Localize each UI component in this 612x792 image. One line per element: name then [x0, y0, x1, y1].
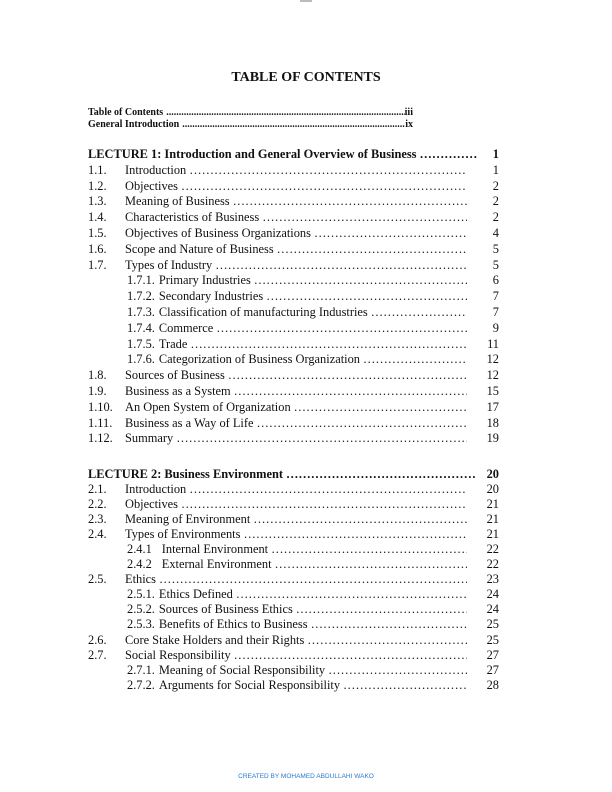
toc-entry[interactable]: [0, 572, 612, 587]
toc-entry-text: [125, 384, 467, 400]
toc-entry-title: Objectives: [125, 178, 178, 193]
toc-entry-title: Meaning of Environment: [125, 512, 251, 527]
dot-leader: [230, 194, 467, 210]
toc-entry-title: General Introduction: [88, 119, 180, 130]
toc-entry[interactable]: [0, 163, 612, 179]
toc-entry-page: 27: [486, 662, 499, 677]
toc-entry-title: Types of Industry: [125, 257, 213, 272]
toc-entry-text: [125, 226, 467, 242]
toc-entry-title: An Open System of Organization: [125, 399, 291, 414]
dot-leader: [156, 572, 467, 587]
toc-entry[interactable]: [0, 431, 612, 447]
dot-leader: [186, 482, 467, 497]
toc-entry[interactable]: [0, 400, 612, 416]
toc-entry-title: External Environment: [161, 557, 272, 572]
toc-entry-text: [125, 194, 467, 210]
lecture-heading[interactable]: [0, 467, 612, 482]
toc-entry-page: 2: [492, 194, 499, 209]
toc-entry-number: 2.3.: [88, 512, 107, 527]
toc-entry-page: 9: [492, 320, 499, 335]
toc-entry-title: Types of Environments: [125, 527, 241, 542]
toc-entry-text: [127, 678, 467, 693]
toc-entry-text: [127, 587, 467, 602]
toc-entry[interactable]: [0, 482, 612, 497]
toc-entry[interactable]: [0, 321, 612, 337]
toc-entry[interactable]: [0, 678, 612, 693]
toc-entry-number: 2.4.2: [127, 557, 152, 572]
toc-entry-title: Scope and Nature of Business: [125, 241, 274, 256]
toc-entry[interactable]: [0, 384, 612, 400]
toc-entry[interactable]: [0, 179, 612, 195]
toc-entry-number: 1.7.2.: [127, 289, 155, 304]
toc-entry-text: [125, 179, 467, 195]
toc-entry-title: Sources of Business Ethics: [158, 602, 293, 617]
toc-entry[interactable]: [0, 258, 612, 274]
toc-entry-number: 2.4.1: [127, 542, 152, 557]
dot-leader: [259, 210, 467, 226]
toc-entry-text: [127, 542, 467, 557]
toc-entry[interactable]: [0, 602, 612, 617]
toc-front-entry[interactable]: [88, 119, 413, 131]
toc-entry-page: 19: [486, 431, 499, 446]
toc-entry-page: 1: [492, 162, 499, 177]
toc-entry-text: [127, 617, 467, 632]
toc-entry[interactable]: [0, 587, 612, 602]
toc-entry[interactable]: [0, 305, 612, 321]
toc-entry-text: [127, 305, 467, 321]
lecture-heading-text: [88, 467, 477, 482]
toc-entry-page: 5: [492, 241, 499, 256]
toc-entry-text: [127, 352, 467, 368]
toc-entry[interactable]: [0, 512, 612, 527]
toc-entry-title: Social Responsibility: [125, 647, 231, 662]
toc-entry-page: 28: [486, 677, 499, 692]
dot-leader: [417, 147, 478, 163]
toc-entry[interactable]: [0, 368, 612, 384]
toc-front-entry[interactable]: [88, 107, 413, 119]
toc-entry-number: 2.7.1.: [127, 662, 155, 677]
toc-entry[interactable]: [0, 617, 612, 632]
toc-entry-title: Introduction: [125, 162, 187, 177]
toc-entry-page: ix: [405, 119, 413, 130]
toc-entry-number: 2.5.3.: [127, 617, 155, 632]
toc-entry-text: [127, 289, 467, 305]
toc-entry-page: 7: [492, 304, 499, 319]
dot-leader: [325, 663, 467, 678]
dot-leader: [178, 179, 467, 195]
dot-leader: [291, 400, 467, 416]
dot-leader: [187, 337, 467, 353]
toc-entry-text: [125, 416, 467, 432]
toc-entry-number: 1.6.: [88, 241, 107, 256]
toc-entry-text: [125, 258, 467, 274]
toc-entry[interactable]: [0, 242, 612, 258]
dot-leader: [233, 587, 467, 602]
toc-entry-page: 20: [486, 482, 499, 497]
toc-entry[interactable]: [0, 194, 612, 210]
lecture-page: 20: [486, 467, 499, 481]
toc-entry-text: [127, 602, 467, 617]
toc-entry-text: [127, 273, 467, 289]
toc-entry-text: [125, 482, 467, 497]
toc-entry-page: 5: [492, 257, 499, 272]
toc-entry-page: 25: [486, 632, 499, 647]
toc-entry-title: Meaning of Business: [125, 194, 230, 209]
toc-entry-page: 7: [492, 289, 499, 304]
toc-entry-number: 1.7.3.: [127, 304, 155, 319]
toc-entry-text: [127, 663, 467, 678]
toc-entry-page: 17: [486, 399, 499, 414]
toc-entry-number: 1.7.6.: [127, 352, 155, 367]
toc-entry-page: 27: [486, 647, 499, 662]
toc-entry-number: 1.12.: [88, 431, 113, 446]
toc-entry-text: [125, 242, 467, 258]
toc-entry-title: Summary: [125, 431, 174, 446]
toc-entry-title: Trade: [158, 336, 188, 351]
dot-leader: [254, 416, 467, 432]
toc-entry-page: 22: [486, 557, 499, 572]
toc-entry-number: 1.5.: [88, 225, 107, 240]
toc-entry[interactable]: [0, 633, 612, 648]
toc-entry-text: [127, 337, 467, 353]
toc-entry-number: 2.7.2.: [127, 677, 155, 692]
toc-entry-number: 1.7.5.: [127, 336, 155, 351]
lecture-1-section: [0, 147, 612, 447]
toc-entry-number: 1.4.: [88, 210, 107, 225]
dot-leader: [163, 107, 404, 119]
toc-entry-number: 1.10.: [88, 399, 113, 414]
toc-entry-page: 22: [486, 542, 499, 557]
toc-entry-page: 2: [492, 178, 499, 193]
toc-entry-number: 2.7.: [88, 647, 107, 662]
toc-entry-number: 1.2.: [88, 178, 107, 193]
lecture-title: LECTURE 1: Introduction and General Overview of Business: [88, 147, 417, 161]
toc-entry-title: Characteristics of Business: [125, 210, 260, 225]
lecture-2-section: [0, 467, 612, 693]
lecture-title: LECTURE 2: Business Environment: [88, 467, 283, 481]
toc-entry-text: [127, 557, 467, 572]
toc-entry[interactable]: [0, 337, 612, 353]
toc-entry-text: [125, 431, 467, 447]
dot-leader: [308, 617, 467, 632]
dot-leader: [304, 633, 467, 648]
toc-entry-title: Internal Environment: [161, 542, 269, 557]
dot-leader: [213, 321, 467, 337]
toc-entry[interactable]: [0, 527, 612, 542]
toc-entry-number: 1.1.: [88, 162, 107, 177]
toc-entry-page: 12: [486, 352, 499, 367]
dot-leader: [251, 273, 467, 289]
toc-entry-page: 15: [486, 383, 499, 398]
lecture-heading-text: [88, 147, 477, 163]
toc-entry-page: 21: [486, 497, 499, 512]
dot-leader: [368, 305, 467, 321]
toc-entry-number: 2.1.: [88, 482, 107, 497]
toc-entry[interactable]: [0, 352, 612, 368]
toc-entry-number: 2.4.: [88, 527, 107, 542]
toc-entry-text: [125, 648, 467, 663]
lecture-page: 1: [492, 147, 499, 161]
toc-entry-number: 1.8.: [88, 368, 107, 383]
toc-entry-number: 2.2.: [88, 497, 107, 512]
toc-entry-number: 1.3.: [88, 194, 107, 209]
dot-leader: [340, 678, 467, 693]
toc-entry-title: Secondary Industries: [158, 289, 264, 304]
dot-leader: [240, 527, 467, 542]
dot-leader: [311, 226, 467, 242]
dot-leader: [283, 467, 477, 482]
toc-entry[interactable]: [0, 542, 612, 557]
dot-leader: [179, 119, 405, 131]
toc-entry-number: 2.5.1.: [127, 587, 155, 602]
page-title: TABLE OF CONTENTS: [231, 70, 381, 85]
toc-entry-page: 2: [492, 210, 499, 225]
toc-entry-text: [125, 163, 467, 179]
toc-entry-text: [125, 572, 467, 587]
dot-leader: [250, 512, 467, 527]
dot-leader: [268, 542, 467, 557]
toc-entry-page: 24: [486, 602, 499, 617]
toc-entry-page: iii: [404, 107, 413, 118]
toc-entry-number: 1.11.: [88, 415, 113, 430]
toc-entry-title: Introduction: [125, 482, 187, 497]
lecture-heading[interactable]: [0, 147, 612, 163]
toc-entry-number: 1.7.: [88, 257, 107, 272]
toc-entry-number: 2.5.2.: [127, 602, 155, 617]
dot-leader: [360, 352, 467, 368]
toc-entry-text: [125, 400, 467, 416]
toc-entry[interactable]: [0, 663, 612, 678]
toc-entry[interactable]: [0, 273, 612, 289]
toc-entry-text: [127, 321, 467, 337]
toc-entry-title: Commerce: [158, 320, 214, 335]
toc-entry-page: 18: [486, 415, 499, 430]
dot-leader: [173, 431, 467, 447]
toc-entry-title: Ethics: [125, 572, 156, 587]
toc-entry-title: Classification of manufacturing Industries: [158, 304, 368, 319]
dot-leader: [293, 602, 467, 617]
toc-entry-page: 6: [492, 273, 499, 288]
footer-credit: CREATED BY MOHAMED ABDULLAHI WAKO: [238, 773, 374, 780]
dot-leader: [212, 258, 467, 274]
page-top-mark: [300, 0, 312, 2]
toc-entry[interactable]: [0, 497, 612, 512]
toc-entry-title: Business as a Way of Life: [125, 415, 254, 430]
toc-entry-text: [125, 368, 467, 384]
toc-entry-number: 2.5.: [88, 572, 107, 587]
toc-entry[interactable]: [0, 557, 612, 572]
dot-leader: [274, 242, 467, 258]
toc-entry-title: Categorization of Business Organization: [158, 352, 360, 367]
dot-leader: [231, 648, 467, 663]
toc-entry-page: 25: [486, 617, 499, 632]
toc-entry-title: Sources of Business: [125, 368, 225, 383]
dot-leader: [263, 289, 467, 305]
toc-entry-title: Table of Contents: [88, 107, 164, 118]
dot-leader: [272, 557, 467, 572]
toc-entry-title: Arguments for Social Responsibility: [158, 677, 341, 692]
toc-entry[interactable]: [0, 289, 612, 305]
toc-entry-text: [125, 527, 467, 542]
toc-entry-number: 1.9.: [88, 383, 107, 398]
toc-entry-title: Objectives of Business Organizations: [125, 225, 311, 240]
dot-leader: [231, 384, 467, 400]
toc-entry[interactable]: [0, 226, 612, 242]
toc-entry[interactable]: [0, 648, 612, 663]
toc-entry-text: [125, 210, 467, 226]
toc-entry[interactable]: [0, 210, 612, 226]
toc-entry-title: Core Stake Holders and their Rights: [125, 632, 305, 647]
toc-entry-title: Objectives: [125, 497, 178, 512]
toc-entry-page: 21: [486, 527, 499, 542]
toc-entry-page: 4: [492, 225, 499, 240]
toc-entry-number: 1.7.1.: [127, 273, 155, 288]
dot-leader: [186, 163, 467, 179]
toc-entry-page: 24: [486, 587, 499, 602]
dot-leader: [225, 368, 467, 384]
toc-entry-title: Primary Industries: [158, 273, 251, 288]
dot-leader: [178, 497, 467, 512]
toc-entry-page: 21: [486, 512, 499, 527]
toc-entry-page: 12: [486, 368, 499, 383]
toc-entry-number: 2.6.: [88, 632, 107, 647]
toc-entry-number: 1.7.4.: [127, 320, 155, 335]
toc-entry-title: Ethics Defined: [158, 587, 233, 602]
toc-entry-text: [125, 512, 467, 527]
toc-entry-title: Business as a System: [125, 383, 231, 398]
toc-entry-page: 11: [487, 336, 499, 351]
toc-entry-title: Meaning of Social Responsibility: [158, 662, 326, 677]
toc-entry-text: [125, 633, 467, 648]
toc-entry-title: Benefits of Ethics to Business: [158, 617, 308, 632]
toc-entry[interactable]: [0, 416, 612, 432]
toc-entry-text: [125, 497, 467, 512]
toc-entry-page: 23: [486, 572, 499, 587]
